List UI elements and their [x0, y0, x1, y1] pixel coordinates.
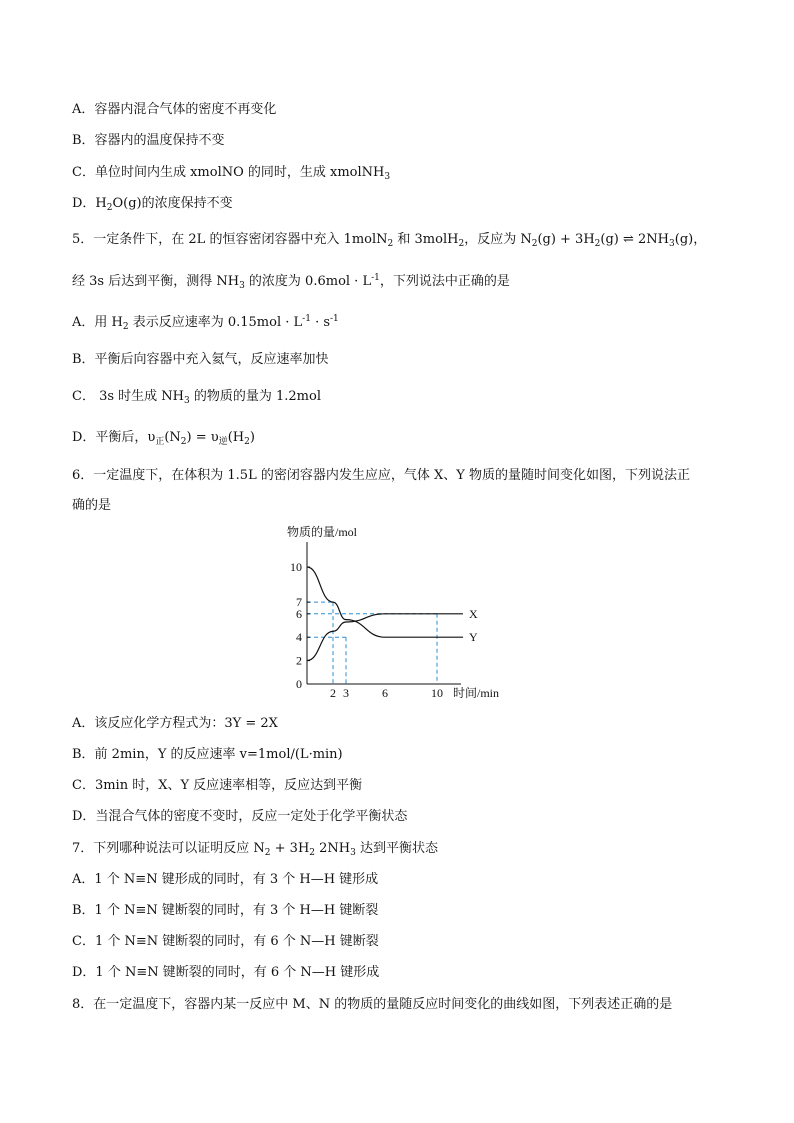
q7-stem: 7．下列哪种说法可以证明反应 $N_2 + 3H_2$ $2NH_3$ 达到平衡状态 — [72, 841, 439, 858]
q4-option-d: D．$H_2O(g)$的浓度保持不变 — [72, 196, 233, 213]
q6-stem-line2: 确的是 — [72, 498, 112, 513]
q6-chart — [270, 520, 520, 706]
x-tick-label: 10 — [431, 686, 443, 700]
chart-axes — [307, 542, 461, 684]
y-tick-label: 10 — [290, 560, 302, 574]
x-tick-label: 2 — [330, 686, 336, 700]
series-y-line — [307, 567, 463, 637]
y-tick-label: 6 — [296, 606, 302, 621]
q6-option-d: D．当混合气体的密度不变时，反应一定处于化学平衡状态 — [72, 809, 408, 824]
q4-option-b: B．容器内的温度保持不变 — [72, 133, 225, 148]
q5-option-b: B．平衡后向容器中充入氦气，反应速率加快 — [72, 352, 329, 367]
q7-option-d: D．1 个 N≡N 键断裂的同时，有 6 个 N—H 键形成 — [72, 965, 380, 980]
y-tick-label: 0 — [296, 677, 302, 691]
q4-option-a: A．容器内混合气体的密度不再变化 — [72, 102, 277, 117]
q5-option-a: A．用 $H_2$ 表示反应速率为 $0.15mol \cdot L^{-1} \cdot s^{-1}$ — [72, 314, 339, 332]
y-tick-label: 4 — [296, 630, 302, 645]
q5-stem-line2: 经 3s 后达到平衡，测得 $NH_3$ 的浓度为 $0.6mol \cdot L^{-1}$，下列说法中正确的是 — [72, 273, 510, 291]
series-x-label: X — [469, 606, 478, 621]
q6-stem-line1: 6．一定温度下，在体积为 1.5L 的密闭容器内发生应应，气体 X、Y 物质的量随时间变化如图，下列说法正 — [72, 468, 690, 483]
q5-option-c: C． 3s 时生成 $NH_3$ 的物质的量为 1.2mol — [72, 389, 321, 406]
y-axis-label: 物质的量/mol — [287, 525, 358, 539]
q7-option-b: B．1 个 N≡N 键断裂的同时，有 3 个 H—H 键断裂 — [72, 903, 379, 918]
x-axis-label: 时间/min — [453, 686, 500, 700]
q7-option-c: C．1 个 N≡N 键断裂的同时，有 6 个 N—H 键断裂 — [72, 934, 379, 949]
q6-option-c: C．3min 时，X、Y 反应速率相等，反应达到平衡 — [72, 778, 363, 793]
chart-labels — [287, 524, 499, 700]
q6-option-a: A．该反应化学方程式为：3Y = 2X — [72, 716, 278, 731]
y-tick-label: 7 — [296, 595, 302, 610]
series-y-label: Y — [469, 630, 478, 645]
y-tick-label: 2 — [296, 653, 302, 668]
q5-stem-line1: 5．一定条件下，在 2L 的恒容密闭容器中充入 1molN$_2$ 和 3molH$_2$，反应为 $N_2(g) + 3H_2(g)$ ⇌ $2NH_3(g)$， — [72, 232, 707, 249]
q6-option-b: B．前 2min，Y 的反应速率 v=1mol/(L·min) — [72, 747, 343, 762]
q7-option-a: A．1 个 N≡N 键形成的同时，有 3 个 H—H 键形成 — [72, 872, 379, 887]
x-tick-label: 3 — [343, 686, 349, 700]
q5-option-d: D．平衡后，$\upsilon_正(N_2) = \upsilon_逆(H_2)$ — [72, 430, 255, 447]
x-tick-label: 6 — [382, 686, 388, 700]
q8-stem: 8．在一定温度下，容器内某一反应中 M、N 的物质的量随反应时间变化的曲线如图，下列表述正确的是 — [72, 997, 673, 1012]
q4-option-c: C．单位时间内生成 xmolNO 的同时，生成 xmolNH$_3$ — [72, 165, 391, 182]
